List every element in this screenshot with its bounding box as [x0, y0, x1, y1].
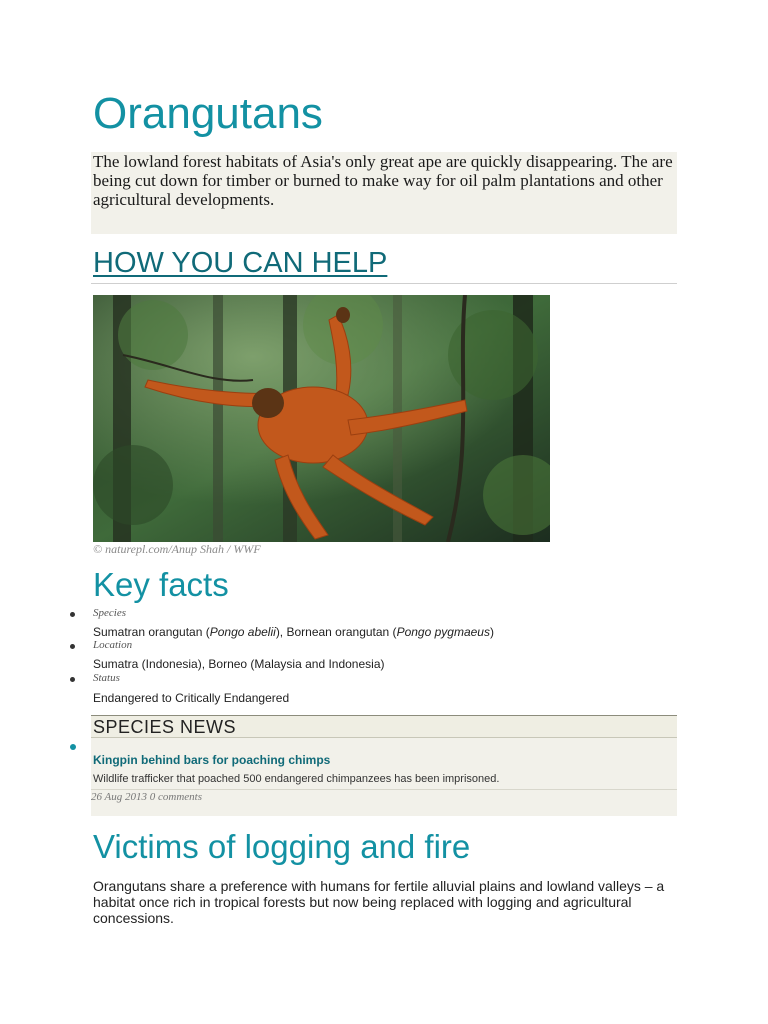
page-title: Orangutans	[93, 89, 323, 138]
news-meta: 26 Aug 2013 0 comments	[91, 791, 203, 803]
species-news-header	[91, 715, 677, 738]
list-bullet	[70, 644, 75, 649]
intro-panel	[91, 152, 677, 234]
section-heading: Victims of logging and fire	[93, 828, 471, 865]
fact-value-part: ), Bornean orangutan (	[275, 625, 397, 639]
fact-value-part: )	[489, 625, 494, 639]
list-bullet	[70, 677, 75, 682]
fact-value-location	[93, 657, 385, 671]
key-facts-heading: Key facts	[93, 566, 229, 603]
fact-value-species	[93, 625, 494, 639]
fact-value-status	[93, 691, 289, 705]
section-body: Orangutans share a preference with humans for fertile alluvial plains and lowland valleys – a habitat once rich in tropical forests but now being replaced with logging and agricultural concessions.	[93, 878, 665, 926]
fact-label-species: Species	[93, 607, 126, 619]
species-news-heading: SPECIES NEWS	[93, 717, 237, 737]
fact-value-part: Pongo pygmaeus	[396, 625, 490, 639]
divider	[91, 283, 677, 284]
fact-label-location: Location	[93, 639, 133, 651]
intro-text: The lowland forest habitats of Asia's only great ape are quickly disappearing. The are being cut down for timber or burned to make way for oil palm plantations and other agricultural developments.	[93, 152, 673, 209]
photo-credit: © naturepl.com/Anup Shah / WWF	[93, 542, 261, 556]
fact-value-part: Sumatran orangutan (	[93, 625, 210, 639]
divider	[91, 789, 677, 790]
fact-value-part: Endangered to Critically Endangered	[93, 691, 290, 705]
fact-value-part: Pongo abelii	[209, 625, 276, 639]
how-you-can-help-link[interactable]: HOW YOU CAN HELP	[93, 247, 388, 279]
list-bullet	[70, 612, 75, 617]
orangutan-photo	[93, 295, 550, 542]
list-bullet	[70, 744, 76, 750]
news-description: Wildlife trafficker that poached 500 endangered chimpanzees has been imprisoned.	[93, 773, 500, 785]
news-article-link[interactable]: Kingpin behind bars for poaching chimps	[93, 753, 331, 767]
fact-value-part: Sumatra (Indonesia), Borneo (Malaysia and Indonesia)	[93, 657, 385, 671]
fact-label-status: Status	[93, 672, 120, 684]
